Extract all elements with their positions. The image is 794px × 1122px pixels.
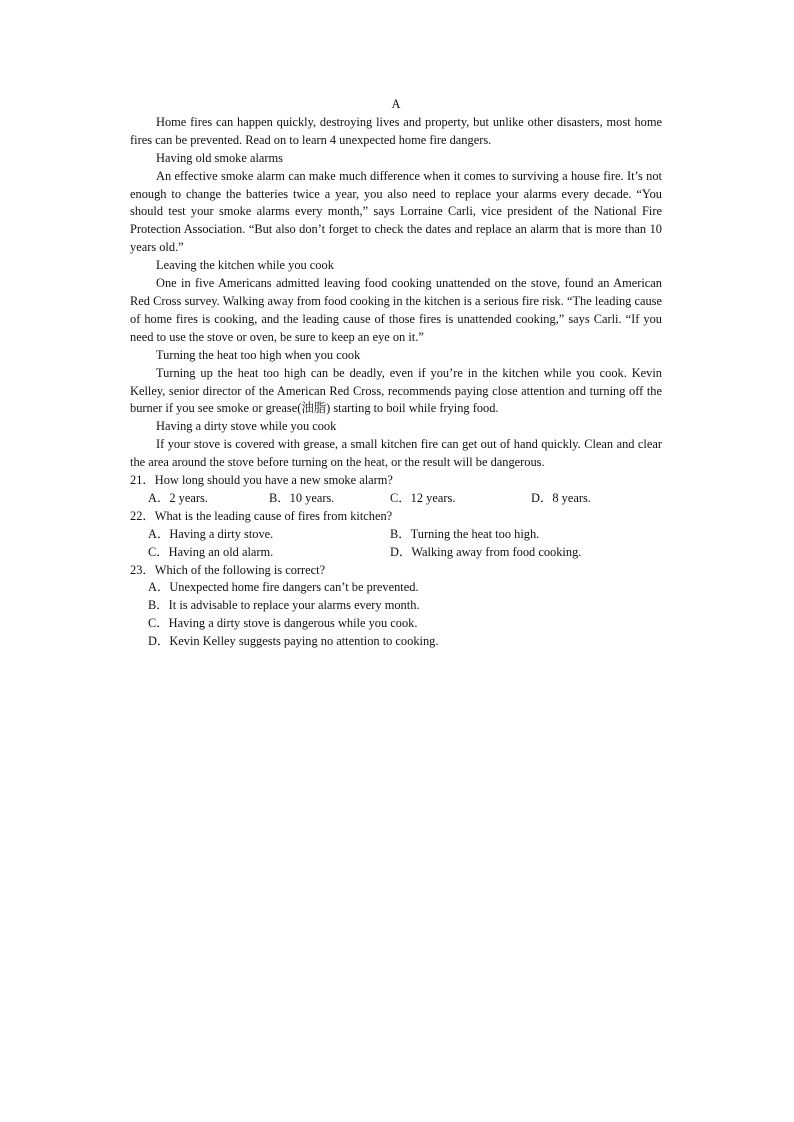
q23-option-b: B．It is advisable to replace your alarms every month. — [148, 598, 420, 613]
intro-paragraph: Home fires can happen quickly, destroying lives and property, but unlike other disasters, most home fires can be prevented. Read on to learn 4 unexpected home fire dangers. — [130, 114, 662, 147]
subheading-leaving-kitchen: Leaving the kitchen while you cook — [156, 258, 334, 273]
paragraph-leaving-kitchen: One in five Americans admitted leaving food cooking unattended on the stove, found an American Red Cross survey. Walking away from food cooking in the kitchen is a serious fire risk. “The leading cause of home fires is cooking, and the leading cause of those fires is unattended cooking,” says Carli. “If you need to use the stove or oven, be sure to keep an eye on it.” — [130, 276, 662, 344]
section-title: A — [391, 97, 401, 111]
question-22-options-row-1 — [130, 526, 662, 544]
q23-option-c: C．Having a dirty stove is dangerous while you cook. — [148, 616, 418, 631]
question-23: 23．Which of the following is correct? — [130, 562, 326, 577]
subheading-dirty-stove: Having a dirty stove while you cook — [156, 419, 337, 434]
question-21: 21．How long should you have a new smoke alarm? — [130, 473, 393, 488]
q23-option-a: A．Unexpected home fire dangers can’t be prevented. — [148, 580, 419, 595]
q21-option-b: B．10 years. — [269, 490, 335, 505]
q22-option-c: C．Having an old alarm. — [148, 544, 274, 559]
paragraph-dirty-stove: If your stove is covered with grease, a small kitchen fire can get out of hand quickly. Clean and clear the area around the stove before turning on the heat, or the result will be dangerous. — [130, 437, 662, 470]
q22-option-a: A．Having a dirty stove. — [148, 526, 274, 541]
q21-option-a: A．2 years. — [148, 490, 208, 505]
q21-option-d: D．8 years. — [531, 490, 591, 505]
q22-option-d: D．Walking away from food cooking. — [390, 544, 582, 559]
paragraph-heat-too-high: Turning up the heat too high can be deadly, even if you’re in the kitchen while you cook. Kevin Kelley, senior director of the American Red Cross, recommends paying close attention and turning off the burner if you see smoke or grease(油脂) starting to boil while frying food. — [130, 365, 662, 416]
q21-option-c: C．12 years. — [390, 490, 456, 505]
subheading-heat-too-high: Turning the heat too high when you cook — [156, 347, 361, 362]
question-22-options-row-2 — [130, 544, 662, 562]
document-page — [130, 96, 662, 651]
question-22: 22．What is the leading cause of fires from kitchen? — [130, 508, 393, 523]
subheading-old-smoke-alarms: Having old smoke alarms — [156, 150, 283, 165]
paragraph-old-smoke-alarms: An effective smoke alarm can make much difference when it comes to surviving a house fire. It’s not enough to change the batteries twice a year, you also need to replace your alarms every decade. “You should test your smoke alarms every month,” says Lorraine Carli, vice president of the National Fire Protection Association. “But also don’t forget to check the dates and replace an alarm that is more than 10 years old.” — [130, 168, 662, 255]
q22-option-b: B．Turning the heat too high. — [390, 526, 540, 541]
q23-option-d: D．Kevin Kelley suggests paying no attention to cooking. — [148, 634, 439, 649]
question-21-options — [130, 490, 662, 508]
